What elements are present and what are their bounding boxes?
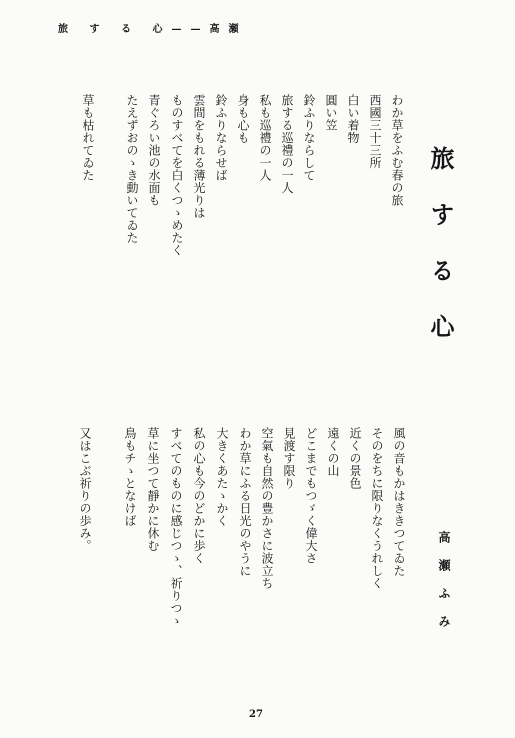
poem-line: 鈴ふりならせば bbox=[214, 94, 228, 182]
poem-line: わか草にふる日光のやうに bbox=[238, 427, 252, 577]
poem-line: 西國三十三所 bbox=[368, 94, 382, 169]
poem-line: 草に坐つて靜かに休む bbox=[146, 427, 160, 552]
running-header: 旅 す る 心——高瀬 bbox=[58, 24, 248, 35]
page-number: 27 bbox=[249, 709, 263, 720]
poem-line: そのをちに限りなくうれしく bbox=[370, 427, 384, 590]
poem-line: 私も巡禮の一人 bbox=[258, 94, 272, 182]
poem-line: 鳥もチゝとなけば bbox=[123, 427, 137, 527]
poem-line: 白い着物 bbox=[346, 94, 360, 144]
poem-line: 青ぐろい池の水面も bbox=[147, 94, 161, 207]
poem-line: どこまでもつゞく偉大さ bbox=[304, 427, 318, 565]
poem-line: 身も心も bbox=[236, 94, 250, 144]
poem-line: 鈴ふりならして bbox=[302, 94, 316, 182]
poem-line: 遠くの山 bbox=[326, 427, 340, 477]
poem-line: ものすべてを白くつゝめたく bbox=[170, 94, 184, 257]
poem-line: 見渡す限り bbox=[282, 427, 296, 490]
poem-line: 雲間をもれる薄光りは bbox=[192, 94, 206, 219]
poem-author: 高瀬ふみ bbox=[437, 531, 451, 643]
poem-line: わか草をふむ春の旅 bbox=[390, 94, 404, 207]
poem-line: 大きくあたゝかく bbox=[215, 427, 229, 527]
poem-line: 風の音もかはききつてゐた bbox=[392, 427, 406, 577]
poem-title: 旅する心 bbox=[426, 146, 455, 370]
poem-line: 草も枯れてゐた bbox=[81, 94, 95, 182]
poem-line: たえずおのゝき動いてゐた bbox=[125, 94, 139, 244]
poem-line: 又はこぶ祈りの歩み。 bbox=[78, 427, 92, 552]
poem-line: 圓い笠 bbox=[324, 94, 338, 132]
poem-line: すべてのものに感じつゝ、祈りつゝ bbox=[169, 427, 183, 627]
poem-line: 私の心も今のどかに歩く bbox=[192, 427, 206, 565]
poem-line: 旅する巡禮の一人 bbox=[280, 94, 294, 194]
poem-line: 近くの景色 bbox=[348, 427, 362, 490]
poem-line: 空氣も自然の豊かさに波立ち bbox=[260, 427, 274, 590]
